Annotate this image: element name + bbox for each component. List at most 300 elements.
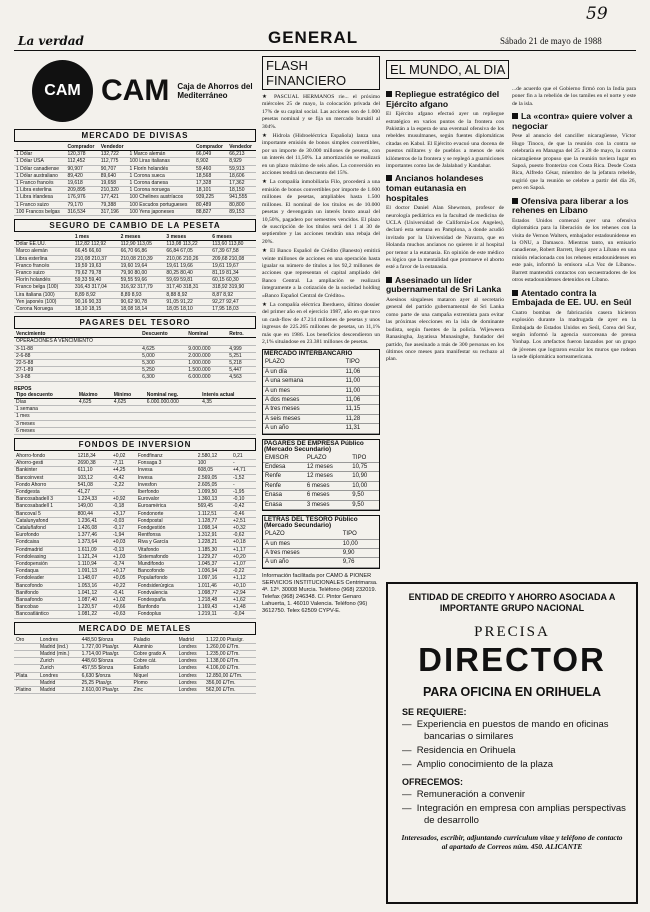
interbancario-cell: A un año <box>263 424 344 433</box>
divisas-cell: 100 Liras italianas <box>128 158 194 165</box>
divisas-cell: 1 Dólar <box>14 151 65 158</box>
story-headline: Ancianos holandeses toman eutanasia en hospitales <box>386 173 484 203</box>
divisas-cell: 59,913 <box>227 165 256 172</box>
divisas-cell: 8,929 <box>227 158 256 165</box>
fondos-cell: Riva y García <box>136 539 196 546</box>
fondos-cell: -0,62 <box>231 532 256 539</box>
fondos-cell: 569,45 <box>196 503 231 510</box>
repos-cell <box>112 413 145 420</box>
fondos-cell: +2,51 <box>231 517 256 524</box>
pagares-row <box>14 367 256 374</box>
fondos-cell: Fondsiderúrgica <box>136 582 196 589</box>
fondos-cell: -0,04 <box>231 611 256 618</box>
fondos-cell: 1.169,43 <box>196 604 231 611</box>
pagares-cell: 4,563 <box>227 374 256 381</box>
fondos-cell: +3,17 <box>111 510 136 517</box>
ad-requirement-item: — Experiencia en puestos de mando en oficinas bancarias o similares <box>402 719 609 742</box>
seguros-cell: 80,25 80,40 <box>164 270 210 277</box>
interbancario-cell: A seis meses <box>263 414 344 423</box>
repos-cell <box>112 406 145 413</box>
repos-cell: 4,35 <box>200 398 256 405</box>
metales-cell: Madrid <box>38 679 80 686</box>
fondos-cell: -0,42 <box>111 474 136 481</box>
mundo-column-left <box>386 86 504 576</box>
repos-cell <box>77 420 112 427</box>
seguros-cell: 19,59 19,63 <box>73 262 119 269</box>
cam-name: Caja de Ahorros del Mediterráneo <box>177 82 253 100</box>
repos-cell <box>112 427 145 434</box>
mundo-column-right <box>512 86 636 576</box>
mundo-title: EL MUNDO, AL DIA <box>386 60 509 79</box>
story-headline: La «contra» quiere volver a negociar <box>512 111 633 131</box>
interbancario-cell: 11,06 <box>344 367 379 376</box>
repos-cell <box>200 413 256 420</box>
fondos-cell: -0,18 <box>111 503 136 510</box>
divisas-cell: 1 Corona noruega <box>128 187 194 194</box>
letras-box <box>262 515 380 569</box>
metales-cell <box>14 650 38 657</box>
fondos-cell: Bankinter <box>14 467 76 474</box>
fondos-cell: +0,05 <box>111 575 136 582</box>
bullet-square-icon <box>386 277 392 283</box>
repos-row <box>14 420 256 427</box>
repos-cell: 6 meses <box>14 427 77 434</box>
pagares-cell <box>227 338 256 345</box>
fondos-cell: 1.148,07 <box>76 575 111 582</box>
story-body: Pese al anuncio del canciller nicaragüense, Víctor Hugo Tinoco, de que la reunión con la contra se celebraría en Managua del 25 a 28 de mayo, la contra nicaragüense propuso que la reunión tuviera lugar en Sapoá, puesto fronterizo con Costa Rica. Desde Costa Rica, Alfredo César, miembro de la jefatura rebelde, sugirió que la reunión se celebre a partir del día 26, pero en Sapoá. <box>512 133 636 192</box>
fondos-cell: +0,66 <box>111 604 136 611</box>
fondos-cell: +1,03 <box>111 553 136 560</box>
metales-cell: 1.714,00 Ptas/gr. <box>80 650 132 657</box>
flash-items <box>262 94 380 346</box>
cam-logo-text: CAM <box>44 82 81 99</box>
metales-cell: Aluminio <box>132 643 177 650</box>
fondos-cell: 1.011,46 <box>196 582 231 589</box>
story-body: El Ejército afgano efectuó ayer un repliegue estratégico en varios puntos de la frontera con Pakistán a la espera de una eventual ofensiva de los rebeldes musulmanes, según fuentes diplomáticas citadas en Kabul. El Ejército evacuó una docena de puestos militares y de pueblos a menos de seis kilómetros de la frontera y se replegó a guarniciones importantes como las de Jalalabad y Kandahar. <box>386 111 504 170</box>
fondos-cell: 41,27 <box>76 488 111 495</box>
seguros-cell: 66,84 67,05 <box>164 248 210 255</box>
seguros-cell: 112,90 113,05 <box>119 241 165 248</box>
fondos-row <box>14 460 256 467</box>
seguros-cell: Corona Noruega <box>14 306 73 313</box>
seguros-cell: 60,15 60,30 <box>210 277 256 284</box>
pagares-cell: 5,000 <box>140 352 186 359</box>
fondos-cell: Invesa <box>136 474 196 481</box>
repos-title: REPOS <box>14 385 32 392</box>
story-body: Asesinos singaleses mataron ayer al secretario general del partido gubernamental de Sri Lanka como parte de una campaña extremista para evitar las próximas elecciones en la isla de dominante budista, según fuentes de la policía. Wijeweera Ranasingha, Jayatissa Munasinghe, fundador del partido, fue asesinado a más de 300 personas en los últimos once meses para manifestar su rechazo al plan. <box>386 297 504 363</box>
metales-cell: Madrid (ind.) <box>38 643 80 650</box>
metales-cell <box>14 679 38 686</box>
fondos-row <box>14 496 256 503</box>
pagares-title: PAGARES DEL TESORO <box>14 316 256 329</box>
interbancario-row <box>263 424 379 433</box>
interbancario-table <box>263 358 379 433</box>
pagares-empresa-cell: Renfe <box>263 472 305 481</box>
metales-cell: 1.235,00 £/Tm. <box>204 650 256 657</box>
cam-banner <box>14 56 256 126</box>
letras-cell: A un año <box>263 558 341 567</box>
metales-row <box>14 679 256 686</box>
letras-table <box>263 530 379 568</box>
divisas-cell: 100 Escudos portugueses <box>128 201 194 208</box>
fondos-cell: -7,11 <box>111 460 136 467</box>
divisas-cell: 19,618 <box>65 180 98 187</box>
fondos-cell: -1,95 <box>231 488 256 495</box>
divisas-row <box>14 172 256 179</box>
metales-cell: Londres <box>177 665 204 672</box>
fondos-cell: Fondopensión <box>14 560 76 567</box>
fondos-cell: +1,17 <box>231 546 256 553</box>
fondos-row <box>14 560 256 567</box>
seguros-cell: 19,61 19,66 <box>164 262 210 269</box>
seguros-row <box>14 306 256 313</box>
seguros-header-cell <box>14 234 73 241</box>
metales-cell: 356,00 £/Tm. <box>204 679 256 686</box>
story-body: El doctor Daniel Alan Shewmon, profesor de neurología pediátrica en la facultad de medicina de UCLA (Universidad de California-Los Angeles), declaró esta semana en Pamplona, a donde acudió invitado por la Universidad de Navarra, que en Holanda muchos ancianos no quieren ir al hospital por temor a la eutanasia. En opinión de este médico es lógico que la mentalidad que promueve el aborto esté a favor de la eutanasia. <box>386 205 504 271</box>
pagares-empresa-header-cell: EMISOR <box>263 454 305 463</box>
repos-cell <box>200 420 256 427</box>
fondos-row <box>14 539 256 546</box>
metales-cell: 6,630 $/onza <box>80 672 132 679</box>
divisas-cell: 59,460 <box>194 165 227 172</box>
letras-cell: 10,00 <box>341 539 379 548</box>
divisas-row <box>14 187 256 194</box>
fondos-cell: Invesfon <box>136 481 196 488</box>
seguros-cell: 210,06 210,26 <box>164 255 210 262</box>
story-headline: Asesinado un líder gubernamental de Sri Lanka <box>386 274 502 295</box>
seguros-cell: Libra esterlina <box>14 255 73 262</box>
divisas-cell: 66,213 <box>227 151 256 158</box>
fondos-cell: Banfondo <box>136 604 196 611</box>
fondos-cell: +1,12 <box>231 575 256 582</box>
ad-offers <box>402 789 636 827</box>
fondos-cell: - <box>231 481 256 488</box>
fondos-cell: Iberfondo <box>136 488 196 495</box>
story-body: ...de acuerdo que el Gobierno firmó con la India para poner fin a la rebelión de los tamiles en el norte y este de la isla. <box>512 86 636 107</box>
fondos-cell: +0,92 <box>111 496 136 503</box>
seguros-header-cell: 3 meses <box>164 234 210 241</box>
seguros-row <box>14 241 256 248</box>
metales-cell: Londres <box>177 643 204 650</box>
pagares-cell: 27-1-89 <box>14 367 140 374</box>
fondos-cell: -2,22 <box>111 481 136 488</box>
seguros-cell: Franco francés <box>14 262 73 269</box>
repos-cell: 6.000.000.000 <box>145 398 200 405</box>
seguros-header <box>14 234 256 241</box>
repos-cell: 1 semana <box>14 406 77 413</box>
fondos-cell: 1.373,64 <box>76 539 111 546</box>
seguros-cell: 92,27 92,47 <box>210 298 256 305</box>
fondos-cell: +1,48 <box>231 604 256 611</box>
story-headline: Repliegue estratégico del Ejército afgano <box>386 89 500 109</box>
pagares-cell: 3-11-88 <box>14 345 140 352</box>
pagares-empresa-cell: Endesa <box>263 463 305 472</box>
metales-cell: Londres <box>38 637 80 644</box>
metales-cell: Zurich <box>38 665 80 672</box>
fondos-cell: Rentfonsa <box>136 532 196 539</box>
fondos-cell: 1.128,77 <box>196 517 231 524</box>
fondos-cell: +0,10 <box>231 582 256 589</box>
fondos-cell: 1.112,51 <box>196 510 231 517</box>
seguros-cell: 317,40 318,31 <box>164 284 210 291</box>
pagares-cell <box>140 338 186 345</box>
fondos-cell: 1.218,48 <box>196 596 231 603</box>
fondos-cell: 2.569,05 <box>196 474 231 481</box>
fondos-cell: 1.219,11 <box>196 611 231 618</box>
divisas-title: MERCADO DE DIVISAS <box>14 129 256 142</box>
seguros-cell: 318,92 319,90 <box>210 284 256 291</box>
repos-cell: 4,625 <box>112 398 145 405</box>
ad-requirement-item: — Amplio conocimiento de la plaza <box>402 759 554 770</box>
interbancario-cell: 11,15 <box>344 405 379 414</box>
pagares-cell: 9.000.000 <box>186 345 227 352</box>
repos-cell: 4,625 <box>77 398 112 405</box>
pagares-cell: 2.000.000 <box>186 352 227 359</box>
pagares-cell: 5,251 <box>227 352 256 359</box>
fondos-row <box>14 604 256 611</box>
interbancario-cell: 11,00 <box>344 377 379 386</box>
metales-cell: Madrid (min.) <box>38 650 80 657</box>
seguros-row <box>14 298 256 305</box>
header-rule <box>14 50 636 51</box>
fondos-table <box>14 453 256 619</box>
metales-cell <box>14 658 38 665</box>
flash-item: ★ El Banco Español de Crédito (Banesto) emitirá veinte millones de acciones en una operación hasta igualar su número de títulos a los 92,2 millones de acciones que representan el capital ampliado del Banco Central. La ampliación se realizará íntegramente a la cotización de la sociedad holding «Banco Español Central de Crédito». <box>262 248 380 299</box>
fondos-cell: 1218,34 <box>76 453 111 460</box>
fondos-cell: 1.091,13 <box>76 568 111 575</box>
fondos-cell: +0,20 <box>231 553 256 560</box>
divisas-cell: 80,489 <box>194 201 227 208</box>
ad-offer-item: — Remuneración a convenir <box>402 789 526 800</box>
seguros-cell: 67,39 67,58 <box>210 248 256 255</box>
seguros-cell: 8,87 8,92 <box>210 291 256 298</box>
fondos-cell: +1,02 <box>111 596 136 603</box>
divisas-cell: 120,378 <box>65 151 98 158</box>
fondos-cell: Sistemafondo <box>136 553 196 560</box>
divisas-cell: 17,328 <box>194 180 227 187</box>
metales-cell: 562,00 £/Tm. <box>204 687 256 694</box>
metales-cell: Cobre cát. <box>132 658 177 665</box>
fondos-cell: Catalunyafond <box>14 517 76 524</box>
flash-item: ★ La compañía inmobiliaria Filo, procederá a una emisión de bonos convertibles por importe de 1.600 millones de pesetas, ampliables hasta 1.500 millones. El nominal de los títulos es de 10.000 pesetas y devengarán un interés bruto anual del 10,50%, pagadero por semestres vencidos. El plazo de suscripción de los títulos será del 1 al 30 de septiembre y las acciones tendrán una rebaja del 20%. <box>262 179 380 245</box>
repos-cell <box>145 427 200 434</box>
fondos-cell: -0,42 <box>231 503 256 510</box>
pagares-cell: OPERACIONES A VENCIMIENTO <box>14 338 140 345</box>
divisas-row <box>14 208 256 215</box>
fondos-cell: 1.045,37 <box>196 560 231 567</box>
fondos-cell: Bancosabadell 3 <box>14 496 76 503</box>
pagares-empresa-cell: 10,00 <box>350 481 379 490</box>
seguros-cell: 91,05 91,22 <box>164 298 210 305</box>
pagares-cell: 22-5-88 <box>14 360 140 367</box>
repos-cell <box>145 420 200 427</box>
fondos-cell: 1.360,13 <box>196 496 231 503</box>
flash-title: FLASH FINANCIERO <box>262 56 380 90</box>
letras-row <box>263 539 379 548</box>
metales-cell: Paladio <box>132 637 177 644</box>
metales-cell: 2.610,00 Ptas/gr. <box>80 687 132 694</box>
fondos-cell: Eurovalor <box>136 496 196 503</box>
story-body: Cuatro bombas de fabricación casera hicieron explosión durante la madrugada de ayer en la Embajada de Estados Unidos en Seúl, Corea del Sur, según informó la agencia surcoreana de prensa Yonhap. Los artefactos fueron lanzados por un grupo de jóvenes que lograron escalar los muros que rodean la sede diplomática norteamericana. <box>512 309 636 361</box>
divisas-cell: 18,150 <box>227 187 256 194</box>
divisas-cell: 1 Dólar canadiense <box>14 165 65 172</box>
fondos-cell: +0,03 <box>111 539 136 546</box>
fondos-cell: Bancobao <box>14 604 76 611</box>
metales-cell: 1.727,00 Ptas/gr. <box>80 643 132 650</box>
metales-cell: Plata <box>14 672 38 679</box>
metales-cell: Madrid <box>177 637 204 644</box>
fondos-cell: Euroamérica <box>136 503 196 510</box>
metales-cell: 12.850,00 £/Tm. <box>204 672 256 679</box>
metales-cell: 4.106,00 £/Tm. <box>204 665 256 672</box>
fondos-cell: +0,02 <box>111 453 136 460</box>
divisas-cell: 317,196 <box>99 208 128 215</box>
repos-cell: 3 meses <box>14 420 77 427</box>
story-headline: Atentado contra la Embajada de EE. UU. en Seúl <box>512 287 632 308</box>
seguros-cell: 17,95 18,03 <box>210 306 256 313</box>
fondos-cell: 1.426,08 <box>76 524 111 531</box>
letras-header <box>263 530 379 539</box>
interbancario-title: MERCADO INTERBANCARIO <box>264 350 353 358</box>
pagares-empresa-cell: 10,90 <box>350 472 379 481</box>
fondos-cell: Ahorro-gesti <box>14 460 76 467</box>
divisas-cell: 1 Dólar USA <box>14 158 65 165</box>
cam-logo <box>32 60 93 122</box>
divisas-cell: 1 Libra esterlina <box>14 187 65 194</box>
fondos-cell: 149,00 <box>76 503 111 510</box>
interbancario-cell: 11,28 <box>344 414 379 423</box>
page-number: 59 <box>586 4 608 24</box>
repos-cell: 1 mes <box>14 413 77 420</box>
fondos-cell: +1,07 <box>231 560 256 567</box>
repos-table <box>14 392 256 435</box>
divisas-row <box>14 194 256 201</box>
fondos-cell: 1.224,33 <box>76 496 111 503</box>
metales-cell: Zinc <box>132 687 177 694</box>
pagares-header <box>14 331 256 338</box>
interbancario-cell: 11,06 <box>344 396 379 405</box>
divisas-row <box>14 158 256 165</box>
divisas-header-cell: Vendedor <box>227 144 256 151</box>
fondos-cell: -0,41 <box>111 589 136 596</box>
fondos-cell: +0,22 <box>111 582 136 589</box>
seguros-cell: 59,33 59,40 <box>73 277 119 284</box>
interbancario-box <box>262 349 380 434</box>
divisas-cell: 112,775 <box>99 158 128 165</box>
fondos-row <box>14 474 256 481</box>
divisas-cell: 132,722 <box>99 151 128 158</box>
divisas-header <box>14 144 256 151</box>
fondos-cell: 1.185,30 <box>196 546 231 553</box>
fondos-row <box>14 467 256 474</box>
seguros-row <box>14 248 256 255</box>
interbancario-cell: A un día <box>263 367 344 376</box>
fondos-cell: 1.121,24 <box>76 553 111 560</box>
seguros-cell: Florín holandés <box>14 277 73 284</box>
fondos-cell: 1.220,57 <box>76 604 111 611</box>
metales-cell: Platino <box>14 687 38 694</box>
interbancario-cell: A tres meses <box>263 405 344 414</box>
pagares-empresa-row <box>263 463 379 472</box>
metales-row <box>14 643 256 650</box>
metales-cell <box>14 665 38 672</box>
metales-cell: Madrid <box>38 687 80 694</box>
fondos-cell: 541,08 <box>76 481 111 488</box>
metales-table <box>14 637 256 695</box>
divisas-cell: 89,153 <box>227 208 256 215</box>
fondos-cell: 2.605,05 <box>196 481 231 488</box>
repos-cell <box>200 427 256 434</box>
fondos-cell: Fondoleader <box>14 575 76 582</box>
fondos-cell: Fondo Ahorro <box>14 481 76 488</box>
fondos-title: FONDOS DE INVERSION <box>14 438 256 451</box>
divisas-header-cell: Comprador <box>65 144 98 151</box>
ad-requirement-item: — Residencia en Orihuela <box>402 745 516 756</box>
interbancario-row <box>263 386 379 395</box>
fondos-row <box>14 488 256 495</box>
fondos-cell: 800,44 <box>76 510 111 517</box>
seguros-cell: 19,61 19,67 <box>210 262 256 269</box>
pagares-empresa-cell: Renfe <box>263 481 305 490</box>
divisas-cell: 112,452 <box>65 158 98 165</box>
metales-row <box>14 650 256 657</box>
seguros-row <box>14 255 256 262</box>
bullet-square-icon <box>512 290 518 296</box>
seguros-cell: 18,08 18,14 <box>119 306 165 313</box>
flash-source: Información facilitada por CAMO & PIONER SERVICIOS INSTITUCIONALES Centrimarsa. 4ª. 12ª. 30008 Murcia. Teléfono (968) 232019. Telefax (968) 246348. C/. Pintor Genaro Lahuerta, 1. 46010 Valencia. Teléfono (96) 3612750. Telex 62509 CYPV-E. <box>262 572 378 614</box>
letras-row <box>263 558 379 567</box>
metales-cell: Londres <box>177 658 204 665</box>
letras-cell: A tres meses <box>263 548 341 557</box>
divisas-cell: 100 Francos belgas <box>14 208 65 215</box>
fondos-cell: 1.098,14 <box>196 524 231 531</box>
seguros-cell: 8,88 8,92 <box>164 291 210 298</box>
pagares-cell <box>186 338 227 345</box>
interbancario-row <box>263 377 379 386</box>
divisas-cell: 89,420 <box>65 172 98 179</box>
pagares-empresa-header-cell: TIPO <box>350 454 379 463</box>
section-title: GENERAL <box>268 28 359 47</box>
fondos-row <box>14 503 256 510</box>
flash-item: ★ Hidrola (Hidroeléctrica Española) lanza una importante emisión de bonos simples convertibles, por un importe de 30.000 millones de pesetas, con un interés del 11,50%. La amortización se realizará en un plazo máximo de seis años. La conversión en acciones tendrá un descuento del 15%. <box>262 133 380 177</box>
fondos-row <box>14 546 256 553</box>
fondos-cell: - <box>231 460 256 467</box>
fondos-cell: Fondvalencia <box>136 589 196 596</box>
pagares-row <box>14 345 256 352</box>
fondos-cell: 1.228,21 <box>196 539 231 546</box>
seguros-cell: 59,55 59,66 <box>119 277 165 284</box>
repos-row <box>14 406 256 413</box>
masthead-logo: La verdad <box>18 34 84 48</box>
divisas-header-cell: Comprador <box>194 144 227 151</box>
fondos-cell: -0,17 <box>111 524 136 531</box>
divisas-cell: 1 Florín holandés <box>128 165 194 172</box>
pagares-empresa-cell: Enasa <box>263 500 305 509</box>
fondos-cell: 0,21 <box>231 453 256 460</box>
fondos-cell: Fondgesta <box>14 488 76 495</box>
letras-header-cell: TIPO <box>341 530 379 539</box>
metales-title: MERCADO DE METALES <box>14 622 256 635</box>
interbancario-row <box>263 414 379 423</box>
repos-cell <box>77 413 112 420</box>
metales-row <box>14 665 256 672</box>
fondos-cell: Bancosabadell 1 <box>14 503 76 510</box>
fondos-cell: +2,94 <box>231 589 256 596</box>
divisas-cell: 939,225 <box>194 194 227 201</box>
fondos-row <box>14 611 256 618</box>
divisas-cell: 17,362 <box>227 180 256 187</box>
pagares-empresa-row <box>263 481 379 490</box>
